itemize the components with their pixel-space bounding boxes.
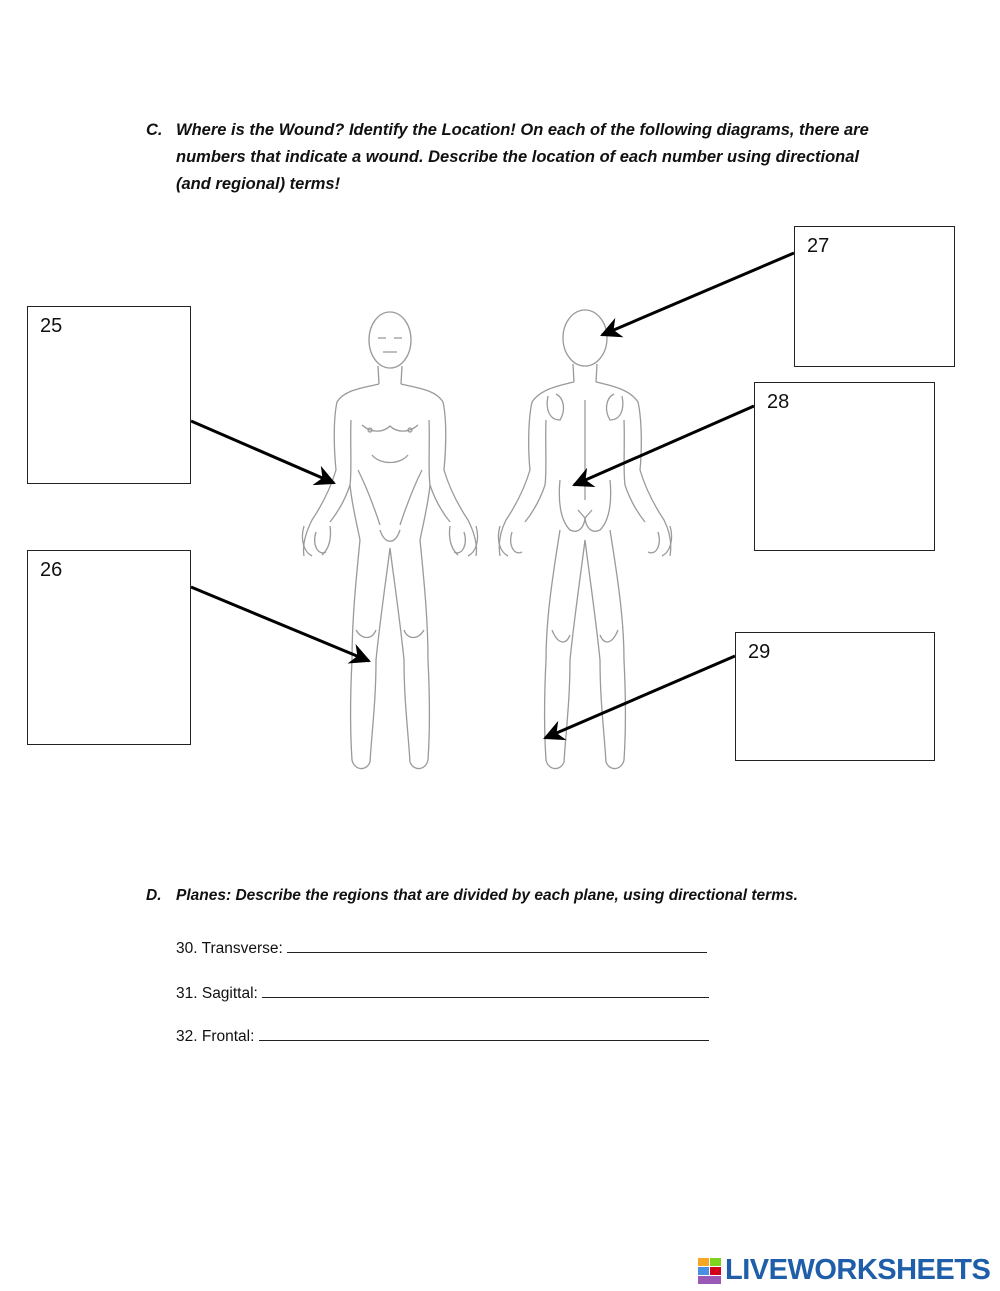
section-c (146, 117, 886, 198)
box-number-27: 27 (807, 235, 830, 257)
answer-blank-transverse[interactable] (287, 938, 707, 953)
logo-blocks-icon (698, 1258, 722, 1284)
plane-question-sagittal (176, 983, 709, 1004)
logo-text: LIVEWORKSHEETS (725, 1254, 991, 1286)
answer-box-27[interactable] (794, 226, 955, 367)
answer-blank-frontal[interactable] (259, 1026, 709, 1041)
answer-box-26[interactable] (27, 550, 191, 745)
arrow-27 (602, 253, 794, 335)
section-d-heading (146, 884, 906, 908)
section-c-heading (146, 117, 886, 198)
section-d-letter: D. (146, 887, 162, 904)
section-d (146, 884, 906, 908)
box-number-28: 28 (767, 391, 790, 413)
box-number-25: 25 (40, 315, 63, 337)
plane-label-frontal: 32. Frontal: (176, 1028, 255, 1045)
answer-box-28[interactable] (754, 382, 935, 551)
arrow-28 (574, 406, 754, 485)
liveworksheets-logo (698, 1254, 990, 1287)
plane-label-sagittal: 31. Sagittal: (176, 985, 258, 1002)
section-c-letter: C. (146, 121, 163, 139)
box-number-29: 29 (748, 641, 771, 663)
answer-box-25[interactable] (27, 306, 191, 484)
posterior-figure (498, 310, 671, 769)
section-c-instructions: Where is the Wound? Identify the Location! On each of the following diagrams, there are numbers that indicate a wound. Describe the location of each number using directional (and regional) terms! (176, 121, 869, 193)
arrows (191, 253, 794, 738)
section-d-instructions: Planes: Describe the regions that are divided by each plane, using directional terms. (176, 887, 798, 904)
box-number-26: 26 (40, 559, 63, 581)
arrow-29 (545, 656, 735, 738)
plane-question-frontal (176, 1026, 709, 1047)
anterior-figure (302, 312, 477, 769)
plane-label-transverse: 30. Transverse: (176, 940, 283, 957)
answer-blank-sagittal[interactable] (262, 983, 709, 998)
answer-box-29[interactable] (735, 632, 935, 761)
arrow-25 (191, 421, 334, 483)
arrow-26 (191, 587, 369, 661)
plane-question-transverse (176, 938, 707, 959)
